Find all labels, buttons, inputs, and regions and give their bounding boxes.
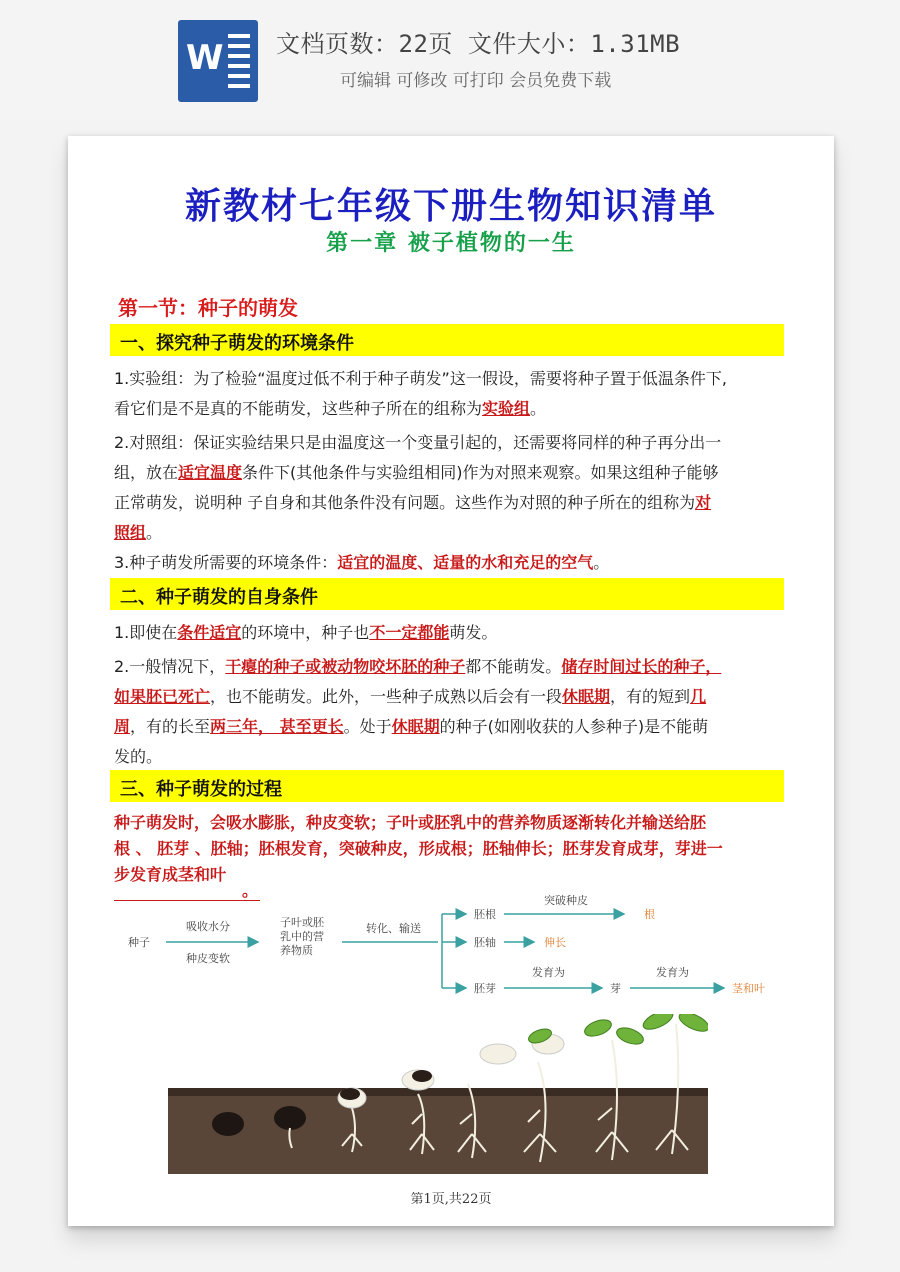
document-page: 新教材七年级下册生物知识清单 第一章 被子植物的一生 第一节：种子的萌发 一、探究种子萌发的环境条件 1.实验组：为了检验“温度过低不利于种子萌发”这一假设，需要将种子置于低温条件下, 看它们是不是真的不能萌发，这些种子所在的组称为实验组。 2.对照组：保证实验结果只是由温度这一个变量引起的，还需要将同样的种子再分出一 组，放在适宜温度条件下(其他条件与实验组相同)作为对照来观察。如果这组种子能够 正常萌发，说明种 子自身和其他条件没有问题。这些作为对照的种子所在的组称为对 照组。 3.种子萌发所需要的环境条件：适宜的温度、适量的水和充足的空气。 二、种子萌发的自身条件 1.即使在条件适宜的环境中，种子也不一定都能萌发。 2.一般情况下，干瘪的种子或被动物咬坏胚的种子都不能萌发。储存时间过长的种子， 如果胚已死亡，也不能萌发。此外，一些种子成熟以后会有一段休眠期，有的短到几 周，有的长至两三年， 甚至更长。处于休眠期的种子(如刚收获的人参种子)是不能萌 发的。 三、种子萌发的过程 种子萌发时，会吸水膨胀，种皮变软；子叶或胚乳中的营养物质逐渐转化并输送给胚 根 、 胚芽 、胚轴；胚根发育，突破种皮，形成根；胚轴伸长；胚芽发育成芽，芽进一 步发育成茎和叶 。 种子 吸收水分 种皮变软 子叶或胚 乳中的营 养物质 转化、输送 胚根 突破种皮 根 胚轴 伸长 胚芽 发育为 芽 发育为 茎和叶 第1页,共22页 <box>68 136 834 1226</box>
diagram-seed: 种子 <box>128 936 150 949</box>
doc-title: 新教材七年级下册生物知识清单 <box>184 185 717 227</box>
diagram-develop-2: 发育为 <box>656 966 689 979</box>
heading-band-1 <box>110 324 784 356</box>
germination-flow-diagram <box>108 890 808 1010</box>
chapter-title: 第一章 被子植物的一生 <box>326 230 576 256</box>
heading-band-3 <box>110 770 784 802</box>
seed-stage-1 <box>212 1112 244 1136</box>
file-info: 文档页数：22页 文件大小：1.31MB <box>276 30 681 58</box>
diagram-radicle: 胚根 <box>474 908 496 921</box>
heading-1: 一、探究种子萌发的环境条件 <box>120 333 354 354</box>
diagram-bud: 芽 <box>610 982 621 995</box>
diagram-hypocotyl: 胚轴 <box>474 936 496 949</box>
heading-band-2 <box>110 578 784 610</box>
diagram-plumule: 胚芽 <box>474 982 496 995</box>
paragraph-self-conditions-2: 2.一般情况下，干瘪的种子或被动物咬坏胚的种子都不能萌发。储存时间过长的种子， 如果胚已死亡，也不能萌发。此外，一些种子成熟以后会有一段休眠期，有的短到几 周，有的长至两三年， 甚至更长。处于休眠期的种子(如刚收获的人参种子)是不能萌 发的。 <box>114 657 722 766</box>
diagram-break: 突破种皮 <box>544 894 588 907</box>
heading-2: 二、种子萌发的自身条件 <box>120 587 318 608</box>
diagram-absorb: 吸收水分 <box>186 920 230 933</box>
seed-germination-illustration <box>168 1014 708 1174</box>
paragraph-experiment-group: 1.实验组：为了检验“温度过低不利于种子萌发”这一假设，需要将种子置于低温条件下, 看它们是不是真的不能萌发，这些种子所在的组称为实验组。 <box>114 369 727 418</box>
diagram-soften: 种皮变软 <box>186 952 230 965</box>
section-title: 第一节：种子的萌发 <box>118 296 298 320</box>
diagram-elongate: 伸长 <box>544 936 566 949</box>
file-features: 可编辑 可修改 可打印 会员免费下载 <box>340 71 612 91</box>
diagram-nutrient-2: 乳中的营 <box>280 930 324 943</box>
paragraph-conditions: 3.种子萌发所需要的环境条件：适宜的温度、适量的水和充足的空气。 <box>114 553 610 572</box>
heading-3: 三、种子萌发的过程 <box>120 779 282 800</box>
soil <box>168 1092 708 1174</box>
diagram-transform: 转化、输送 <box>366 922 421 935</box>
page-number: 第1页,共22页 <box>410 1192 492 1207</box>
diagram-develop-1: 发育为 <box>532 966 565 979</box>
diagram-nutrient-1: 子叶或胚 <box>280 916 324 929</box>
diagram-stem-leaf: 茎和叶 <box>732 982 765 995</box>
paragraph-self-conditions-1: 1.即使在条件适宜的环境中，种子也不一定都能萌发。 <box>114 623 498 642</box>
word-letter: W <box>186 38 224 78</box>
paragraph-process: 种子萌发时，会吸水膨胀，种皮变软；子叶或胚乳中的营养物质逐渐转化并输送给胚 根 、 胚芽 、胚轴；胚根发育，突破种皮，形成根；胚轴伸长；胚芽发育成芽，芽进一 步发育成茎和叶 <box>114 813 723 884</box>
diagram-nutrient-3: 养物质 <box>280 944 313 957</box>
download-header <box>0 0 900 120</box>
word-file-icon <box>178 20 258 102</box>
diagram-root: 根 <box>644 908 655 921</box>
paragraph-control-group: 2.对照组：保证实验结果只是由温度这一个变量引起的，还需要将同样的种子再分出一 组，放在适宜温度条件下(其他条件与实验组相同)作为对照来观察。如果这组种子能够 正常萌发，说明种 子自身和其他条件没有问题。这些作为对照的种子所在的组称为对 照组。 <box>114 433 722 542</box>
